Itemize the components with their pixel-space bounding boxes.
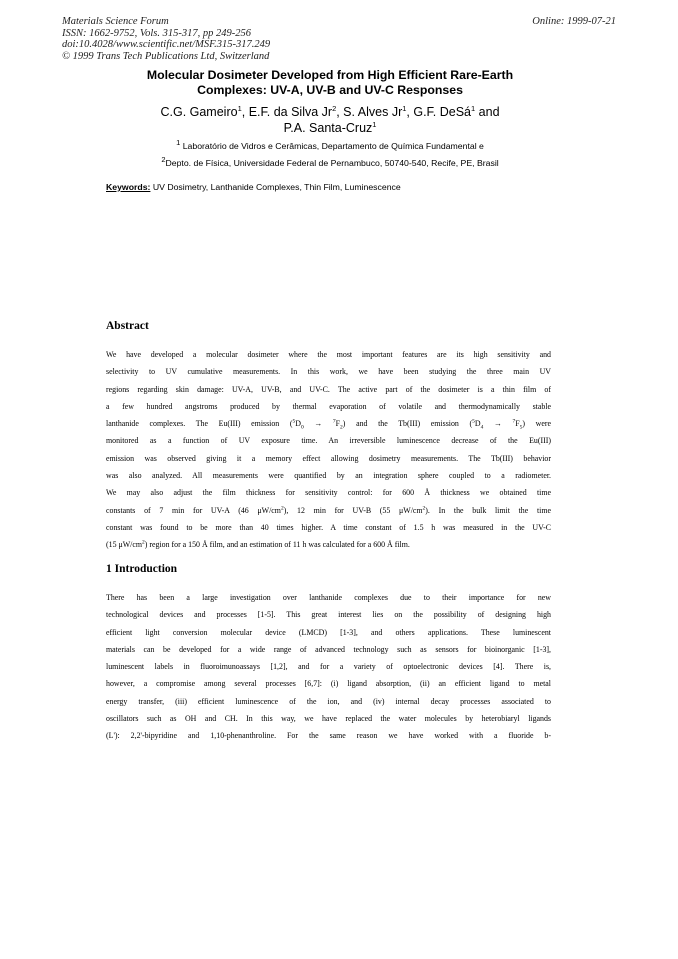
- text-run: constants of 7 min for UV-A (46 μW/cm: [106, 505, 281, 515]
- affiliation-1: [70, 138, 590, 151]
- superscript: 7: [512, 418, 516, 425]
- arrow: →: [303, 419, 333, 429]
- introduction-heading: 1 Introduction: [106, 563, 178, 575]
- abstract-line: a few hundred angstroms produced by thermal evaporation of volatile and thermodynamically stable: [106, 401, 551, 411]
- affiliation-marker: 1: [402, 103, 407, 113]
- subscript: 0: [300, 424, 304, 431]
- text-run: F: [335, 419, 341, 429]
- title-line-1: Molecular Dosimeter Developed from High Efficient Rare-Earth: [146, 68, 514, 82]
- keywords-label: Keywords:: [106, 182, 151, 192]
- arrow: →: [483, 419, 513, 429]
- paper-title: [100, 68, 560, 97]
- text-run: ) were: [522, 419, 552, 429]
- author-line-1: [100, 105, 560, 121]
- superscript: 2: [422, 505, 426, 512]
- abstract-line: constant was found to be more than 40 times higher. A time constant of 1.5 h was measured in the UV-C: [106, 522, 551, 532]
- abstract-line: emission was observed giving it a memory effect allowing dosimetry measurements. The Tb(III) behavior: [106, 453, 551, 463]
- abstract-line: [106, 415, 551, 432]
- text-run: ). In the bulk limit the time: [425, 505, 551, 515]
- intro-line: (L'): 2,2'-bipyridine and 1,10-phenanthroline. For the same reason we have worked with a fluoride b-: [106, 731, 551, 741]
- affiliation-marker: 2: [332, 103, 337, 113]
- journal-name: Materials Science Forum: [62, 16, 169, 27]
- copyright-line: © 1999 Trans Tech Publications Ltd, Switzerland: [62, 50, 270, 62]
- abstract-line: monitored as a function of UV exposure time. An irreversible luminescence decrease of the Eu(III): [106, 436, 551, 446]
- affiliation-marker: 1: [176, 138, 181, 148]
- superscript: 5: [292, 418, 296, 425]
- author-name: C.G. Gameiro: [160, 105, 238, 119]
- affiliation-marker: 1: [372, 119, 377, 129]
- text-run: ) region for a 150 Å film, and an estimation of 11 h was calculated for a 600 Å film.: [144, 540, 410, 550]
- author-name: P.A. Santa-Cruz: [283, 120, 373, 135]
- author-name: , E.F. da Silva Jr: [241, 105, 333, 119]
- superscript: 2: [142, 539, 145, 546]
- issn-line: ISSN: 1662-9752, Vols. 315-317, pp 249-256: [62, 27, 251, 39]
- abstract-line: [106, 536, 551, 553]
- abstract-heading: Abstract: [106, 320, 149, 332]
- superscript: 2: [280, 505, 284, 512]
- intro-line: technological devices and processes [1-5]. This great interest lies on the possibility of designing high: [106, 610, 551, 620]
- doi-link[interactable]: doi:10.4028/www.scientific.net/MSF.315-317.249: [62, 39, 271, 50]
- subscript: 5: [519, 424, 523, 431]
- keywords-text: UV Dosimetry, Lanthanide Complexes, Thin Film, Luminescence: [150, 182, 401, 192]
- text-run: F: [515, 419, 520, 429]
- affiliation-text: Laboratório de Vidros e Cerâmicas, Departamento de Química Fundamental e: [182, 141, 484, 151]
- affiliation-marker: 1: [471, 103, 476, 113]
- intro-line: materials can be developed for a wide range of advanced technology such as sensors for bioinorganic [1-3],: [106, 644, 551, 654]
- intro-line: efficient light conversion molecular device (LMCD) [1-3], and others applications. These luminescent: [106, 627, 551, 637]
- abstract-line: We have developed a molecular dosimeter where the most important features are its high sensitivity and: [106, 350, 551, 359]
- text-run: lanthanide complexes. The Eu(III) emission (: [106, 419, 293, 429]
- intro-line: There has been a large investigation over lanthanide complexes due to their importance for new: [106, 593, 551, 602]
- subscript: 2: [340, 424, 343, 431]
- title-line-2: Complexes: UV-A, UV-B and UV-C Responses: [197, 82, 463, 97]
- introduction-body: [106, 589, 551, 745]
- intro-line: energy transfer, (iii) efficient luminescence of the ion, and (iv) internal decay processes associated to: [106, 696, 551, 706]
- abstract-line: was also analyzed. All measurements were quantified by an integration sphere coupled to a radiometer.: [106, 471, 551, 481]
- abstract-body: [106, 346, 551, 554]
- keywords: [106, 182, 401, 192]
- abstract-line: [106, 502, 551, 519]
- author-line-2: [100, 121, 560, 137]
- author-list: [100, 105, 560, 136]
- superscript: 7: [332, 418, 336, 425]
- text-run: D: [295, 419, 301, 429]
- text-run: (15 μW/cm: [106, 540, 143, 550]
- intro-line: oscillators such as OH and CH. In this way, we have replaced the water molecules by heterobiaryl ligands: [106, 714, 551, 724]
- text-run: ), 12 min for UV-B (55 μW/cm: [283, 505, 423, 515]
- affiliation-text: Depto. de Física, Universidade Federal de Pernambuco, 50740-540, Recife, PE, Brasil: [165, 158, 499, 168]
- affiliation-marker: 2: [161, 155, 166, 165]
- author-name: , G.F. DeSá: [406, 105, 472, 119]
- text-run: D: [474, 419, 481, 429]
- abstract-line: selectivity to UV cumulative measurements. In this work, we have been studying the three main UV: [106, 367, 551, 377]
- affiliation-2: [70, 155, 590, 168]
- text-run: ) and the Tb(III) emission (: [342, 419, 473, 429]
- superscript: 5: [472, 418, 475, 425]
- abstract-line: regions regarding skin damage: UV-A, UV-B, and UV-C. The active part of the dosimeter is a thin film of: [106, 384, 551, 394]
- journal-header: [62, 16, 270, 62]
- affiliation-marker: 1: [237, 103, 242, 113]
- author-conjunction: and: [475, 105, 500, 119]
- intro-line: luminescent labels in fluoroimunoassays [1,2], and for a variety of optoelectronic devices [4]. There is,: [106, 662, 551, 672]
- intro-line: however, a compromise among several processes [6,7]: (i) ligand absorption, (ii) an efficient ligand to metal: [106, 679, 551, 689]
- online-date: Online: 1999-07-21: [532, 16, 616, 27]
- abstract-line: We may also adjust the film thickness for sensitivity control: for 600 Å thickness we obtained time: [106, 488, 551, 498]
- author-name: , S. Alves Jr: [336, 105, 403, 119]
- subscript: 4: [480, 424, 484, 431]
